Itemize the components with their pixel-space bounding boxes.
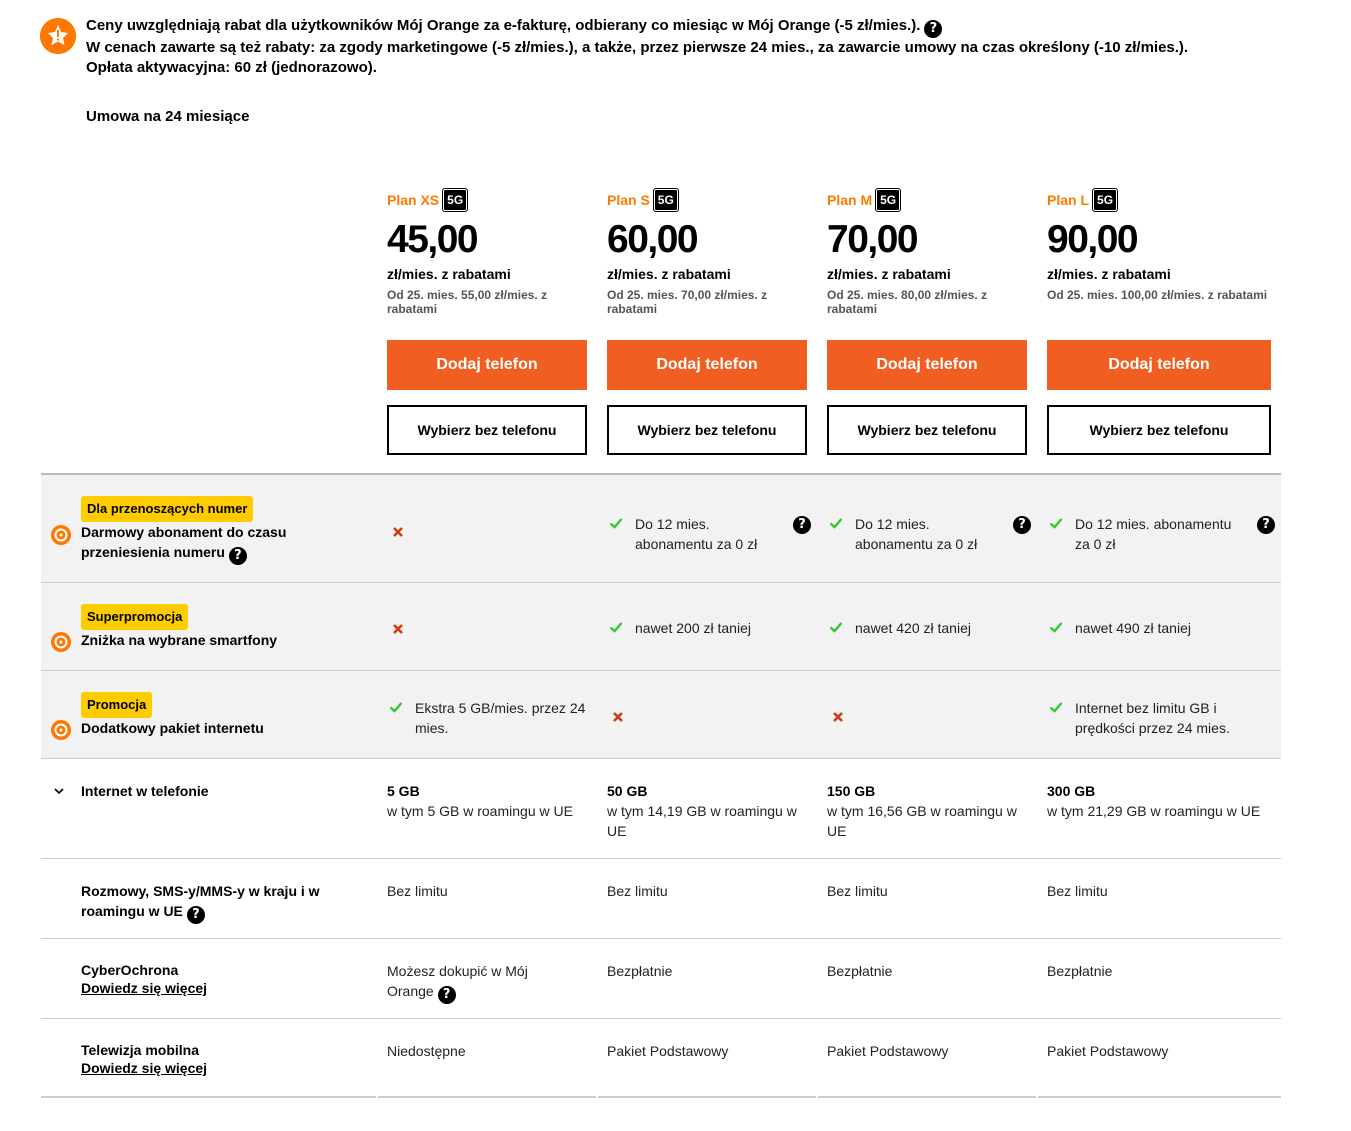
- notice-line-1: Ceny uwzględniają rabat dla użytkowników Mój Orange za e-fakturę, odbierany co miesiąc w Mój Orange (-5 zł/mies.).: [86, 17, 921, 34]
- check-icon: [389, 700, 403, 714]
- choose-without-phone-button[interactable]: Wybierz bez telefonu: [827, 405, 1027, 455]
- plan-s: [607, 188, 807, 438]
- plan-name: Plan L: [1047, 192, 1090, 208]
- extra-data-cell: Ekstra 5 GB/mies. przez 24 mies.: [387, 698, 597, 738]
- price-unit: zł/mies. z rabatami: [607, 266, 731, 282]
- plan-price: 70,00: [827, 218, 918, 261]
- help-icon[interactable]: ?: [438, 986, 456, 1004]
- row-label: przeniesienia numeru: [81, 544, 225, 560]
- price-note: Od 25. mies. 80,00 zł/mies. z rabatami: [827, 288, 988, 316]
- check-icon: [1049, 516, 1063, 530]
- check-icon: [829, 516, 843, 530]
- promo-tag-icon: [50, 631, 72, 653]
- row-internet[interactable]: [41, 758, 1281, 858]
- divider: [598, 1096, 816, 1098]
- help-icon[interactable]: ?: [924, 20, 942, 38]
- chevron-down-icon[interactable]: [53, 785, 65, 797]
- row-porting-promo: [41, 473, 1281, 582]
- check-icon: [829, 620, 843, 634]
- add-phone-button[interactable]: Dodaj telefon: [387, 340, 587, 390]
- promo-tag: Dla przenoszących numer: [81, 496, 253, 522]
- 5g-badge: 5G: [876, 189, 900, 211]
- 5g-badge: 5G: [1093, 189, 1117, 211]
- internet-cell: 50 GB w tym 14,19 GB w roamingu w UE: [607, 783, 797, 839]
- internet-cell: 150 GB w tym 16,56 GB w roamingu w UE: [827, 783, 1017, 839]
- price-unit: zł/mies. z rabatami: [1047, 266, 1171, 282]
- help-icon[interactable]: ?: [229, 547, 247, 565]
- tv-cell: Pakiet Podstawowy: [607, 1043, 729, 1059]
- tv-cell: Pakiet Podstawowy: [1047, 1043, 1169, 1059]
- divider: [818, 1096, 1036, 1098]
- promo-tag: Promocja: [81, 692, 152, 718]
- plan-price: 60,00: [607, 218, 698, 261]
- plan-l: [1047, 188, 1271, 438]
- cross-icon: [391, 525, 405, 539]
- plan-name: Plan M: [827, 192, 873, 208]
- row-superpromo: [41, 582, 1281, 670]
- row-label: Zniżka na wybrane smartfony: [81, 632, 278, 648]
- promo-tag-icon: [50, 524, 72, 546]
- cross-icon: [831, 710, 845, 724]
- discount-cell: nawet 420 zł taniej: [827, 618, 971, 638]
- divider: [1038, 1096, 1281, 1098]
- price-unit: zł/mies. z rabatami: [827, 266, 951, 282]
- price-note: Od 25. mies. 100,00 zł/mies. z rabatami: [1047, 288, 1268, 302]
- promo-tag: Superpromocja: [81, 604, 188, 630]
- row-promo-internet: [41, 670, 1281, 758]
- promo-tag-icon: [50, 719, 72, 741]
- divider: [378, 1096, 596, 1098]
- internet-cell: 5 GB w tym 5 GB w roamingu w UE: [387, 783, 573, 819]
- alert-star-icon: [40, 18, 76, 54]
- contract-length: Umowa na 24 miesiące: [86, 108, 250, 125]
- plan-m: [827, 188, 1027, 438]
- discount-cell: nawet 490 zł taniej: [1047, 618, 1191, 638]
- learn-more-link[interactable]: Dowiedz się więcej: [81, 980, 208, 996]
- calls-cell: Bez limitu: [387, 883, 448, 899]
- row-label: Dodatkowy pakiet internetu: [81, 720, 264, 736]
- calls-cell: Bez limitu: [1047, 883, 1108, 899]
- cyber-cell: Bezpłatnie: [607, 963, 673, 979]
- plan-price: 90,00: [1047, 218, 1138, 261]
- row-label: Internet w telefonie: [81, 783, 209, 799]
- row-calls-sms: [41, 858, 1281, 938]
- plan-name: Plan S: [607, 192, 650, 208]
- choose-without-phone-button[interactable]: Wybierz bez telefonu: [387, 405, 587, 455]
- tv-cell: Niedostępne: [387, 1043, 466, 1059]
- price-note: Od 25. mies. 55,00 zł/mies. z rabatami: [387, 288, 548, 316]
- porting-cell: Do 12 mies. abonamentu za 0 zł: [827, 514, 1017, 554]
- price-unit: zł/mies. z rabatami: [387, 266, 511, 282]
- 5g-badge: 5G: [654, 189, 678, 211]
- check-icon: [609, 620, 623, 634]
- help-icon[interactable]: ?: [1013, 516, 1031, 534]
- choose-without-phone-button[interactable]: Wybierz bez telefonu: [607, 405, 807, 455]
- cross-icon: [611, 710, 625, 724]
- row-label: roamingu w UE: [81, 903, 183, 919]
- plan-price: 45,00: [387, 218, 478, 261]
- row-label: Telewizja mobilna: [81, 1042, 199, 1058]
- check-icon: [1049, 620, 1063, 634]
- calls-cell: Bez limitu: [607, 883, 668, 899]
- add-phone-button[interactable]: Dodaj telefon: [607, 340, 807, 390]
- calls-cell: Bez limitu: [827, 883, 888, 899]
- row-label: Darmowy abonament do czasu: [81, 524, 287, 540]
- porting-cell: Do 12 mies. abonamentu za 0 zł: [1047, 514, 1247, 554]
- divider: [41, 1096, 376, 1098]
- discount-cell: nawet 200 zł taniej: [607, 618, 751, 638]
- help-icon[interactable]: ?: [187, 906, 205, 924]
- notice-line-2: W cenach zawarte są też rabaty: za zgody marketingowe (-5 zł/mies.), a także, przez pierwsze 24 mies., za zawarcie umowy na czas określony (-10 zł/mies.).: [86, 39, 1189, 56]
- price-note: Od 25. mies. 70,00 zł/mies. z rabatami: [607, 288, 768, 316]
- help-icon[interactable]: ?: [793, 516, 811, 534]
- row-label: CyberOchrona: [81, 962, 179, 978]
- choose-without-phone-button[interactable]: Wybierz bez telefonu: [1047, 405, 1271, 455]
- cross-icon: [391, 622, 405, 636]
- plan-xs: [387, 188, 587, 438]
- cyber-cell: Bezpłatnie: [827, 963, 893, 979]
- internet-cell: 300 GB w tym 21,29 GB w roamingu w UE: [1047, 783, 1261, 819]
- check-icon: [1049, 700, 1063, 714]
- learn-more-link[interactable]: Dowiedz się więcej: [81, 1060, 208, 1076]
- check-icon: [609, 516, 623, 530]
- add-phone-button[interactable]: Dodaj telefon: [1047, 340, 1271, 390]
- plan-name: Plan XS: [387, 192, 440, 208]
- row-mobile-tv: [41, 1018, 1281, 1096]
- row-label: Rozmowy, SMS-y/MMS-y w kraju i w: [81, 883, 320, 899]
- extra-data-cell: Internet bez limitu GB i prędkości przez 24 mies.: [1047, 698, 1257, 738]
- row-cyberochrona: [41, 938, 1281, 1018]
- notice-line-3: Opłata aktywacyjna: 60 zł (jednorazowo).: [86, 59, 377, 76]
- help-icon[interactable]: ?: [1257, 516, 1275, 534]
- cyber-cell: Możesz dokupić w Mój Orange ?: [387, 963, 528, 1002]
- 5g-badge: 5G: [443, 189, 467, 211]
- add-phone-button[interactable]: Dodaj telefon: [827, 340, 1027, 390]
- porting-cell: Do 12 mies. abonamentu za 0 zł: [607, 514, 797, 554]
- cyber-cell: Bezpłatnie: [1047, 963, 1113, 979]
- tv-cell: Pakiet Podstawowy: [827, 1043, 949, 1059]
